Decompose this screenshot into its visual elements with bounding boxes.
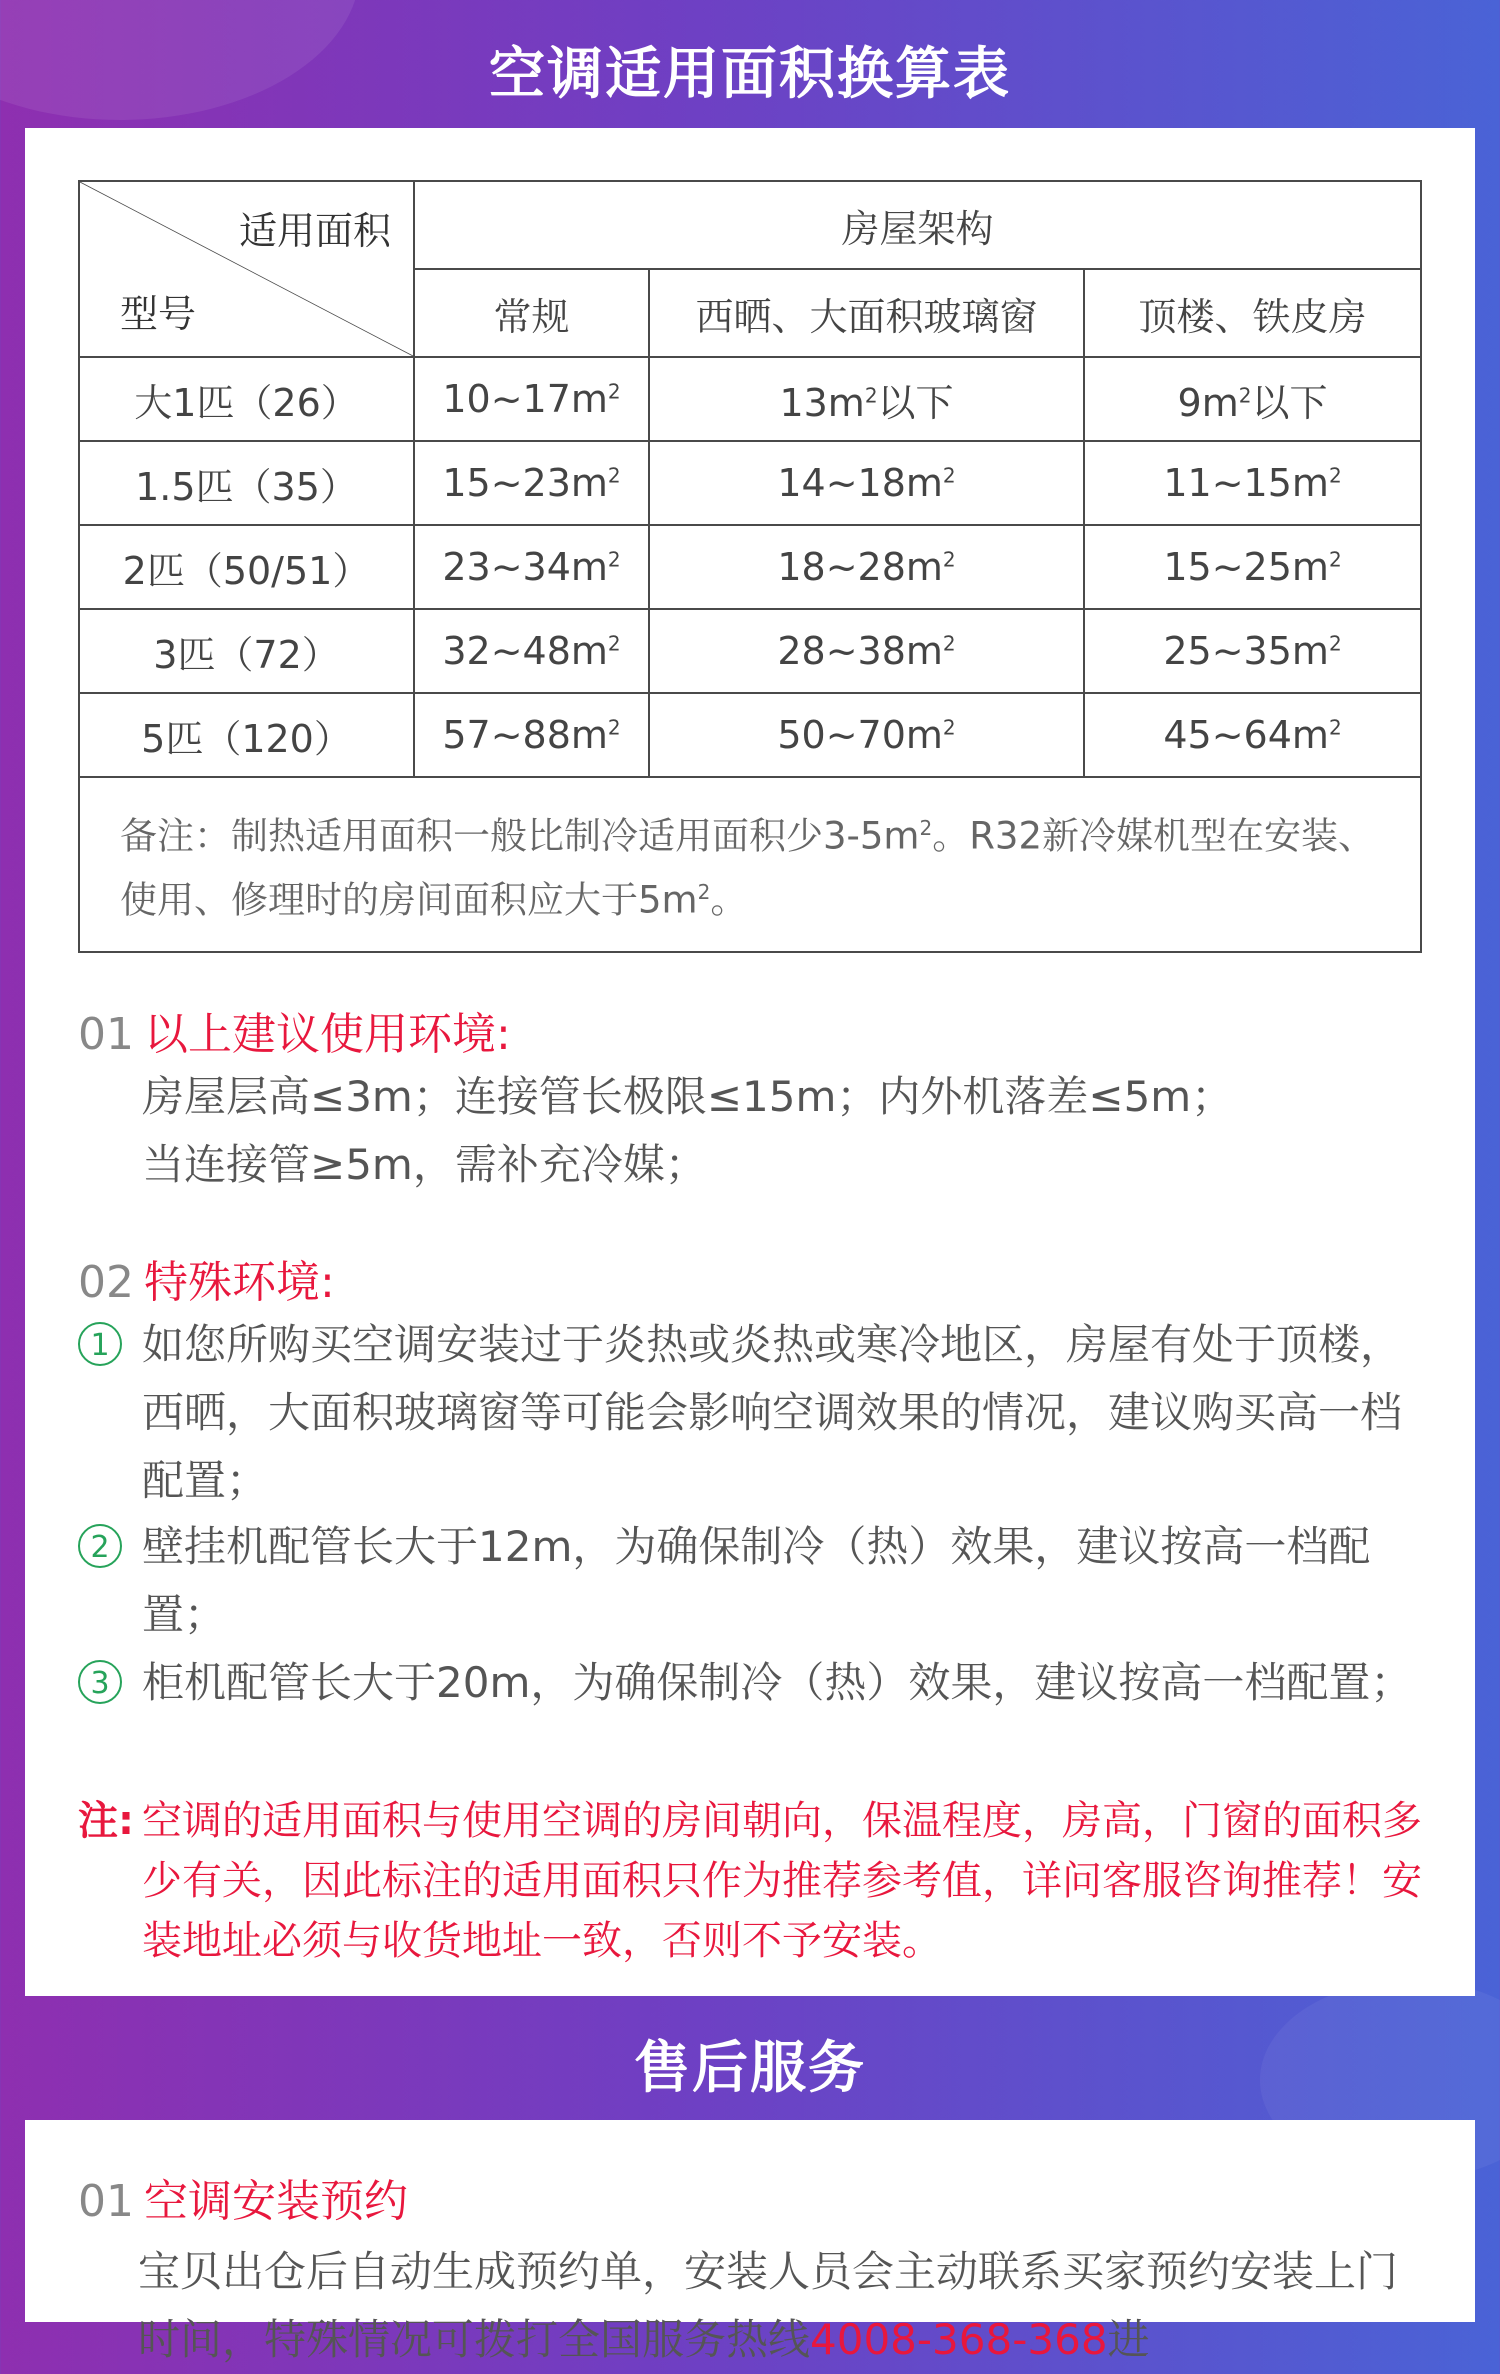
corner-label-model: 型号 [120,292,197,336]
table-row [79,357,1421,441]
table-header-row [79,181,1421,269]
corner-label-area: 适用面积 [238,209,391,253]
corner-cell [79,181,414,357]
special-heading: 02 特殊环境: [78,1257,335,1308]
cell-normal: $23\sim 34m^2$ [414,525,649,609]
circle-number-icon: 3 [78,1660,122,1704]
cell-normal: $32\sim 48m^2$ [414,609,649,693]
area-conversion-table [78,180,1422,953]
cell-model: 3匹（72） [79,609,414,693]
group-header-structure: 房屋架构 [414,181,1421,269]
special-item-1: 1 如您所购买空调安装过于炎热或炎热或寒冷地区，房屋有处于顶楼，西晒，大面积玻璃窗等可能会影响空调效果的情况，建议购买高一档配置； [78,1311,1438,1515]
column-header-west: 西晒、大面积玻璃窗 [649,269,1084,357]
special-item-3: 3 柜机配管长大于20m，为确保制冷（热）效果，建议按高一档配置； [78,1649,1438,1717]
special-item-2: 2 壁挂机配管长大于12m，为确保制冷（热）效果，建议按高一档配置； [78,1513,1438,1649]
service-text: 宝贝出仓后自动生成预约单，安装人员会主动联系买家预约安装上门时间，特殊情况可拨打全国服务热线4008-368-368进 [138,2247,1399,2364]
hotline-number: 4008-368-368 [810,2315,1108,2364]
env-text: 房屋层高≤3m；连接管长极限≤15m；内外机落差≤5m； 当连接管≥5m，需补充冷媒； [142,1072,1234,1189]
area-table-card [25,128,1475,1996]
env-heading: 01 以上建议使用环境: [78,1009,511,1060]
cell-west: $14\sim 18m^2$ [649,441,1084,525]
cell-normal: $57\sim 88m^2$ [414,693,649,777]
cell-normal: $15\sim 23m^2$ [414,441,649,525]
table-row [79,525,1421,609]
table-note-row [79,777,1421,952]
table-row [79,609,1421,693]
column-header-top: 顶楼、铁皮房 [1084,269,1421,357]
after-sales-card [25,2120,1475,2364]
circle-number-icon: 2 [78,1524,122,1568]
table-row [79,693,1421,777]
cell-west: $18\sim 28m^2$ [649,525,1084,609]
cell-top: $15\sim 25m^2$ [1084,525,1421,609]
cell-model: 2匹（50/51） [79,525,414,609]
cell-model: 大1匹（26） [79,357,414,441]
section-title-area-table: 空调适用面积换算表 [489,42,1011,107]
cell-top: $11\sim 15m^2$ [1084,441,1421,525]
cell-top: $9m^2$以下 [1084,357,1421,441]
cell-normal: $10\sim 17m^2$ [414,357,649,441]
circle-number-icon: 1 [78,1322,122,1366]
cell-west: $50\sim 70m^2$ [649,693,1084,777]
service-heading: 01 空调安装预约 [78,2176,408,2227]
cell-top: $45\sim 64m^2$ [1084,693,1421,777]
table-row [79,441,1421,525]
cell-west: $13m^2$以下 [649,357,1084,441]
cell-west: $28\sim 38m^2$ [649,609,1084,693]
table-note: 备注：制热适用面积一般比制冷适用面积少$3-5m^2$。R32新冷媒机型在安装、使用、修理时的房间面积应大于$5m^2$。 [79,777,1421,952]
column-header-normal: 常规 [414,269,649,357]
cell-model: 5匹（120） [79,693,414,777]
special-notice: 注: 空调的适用面积与使用空调的房间朝向，保温程度，房高，门窗的面积多少有关，因此标注的适用面积只作为推荐参考值，详问客服咨询推荐！安装地址必须与收货地址一致，否则不予安装。 [78,1798,1422,1964]
cell-top: $25\sim 35m^2$ [1084,609,1421,693]
section-title-after-sales: 售后服务 [634,2036,866,2101]
cell-model: 1.5匹（35） [79,441,414,525]
